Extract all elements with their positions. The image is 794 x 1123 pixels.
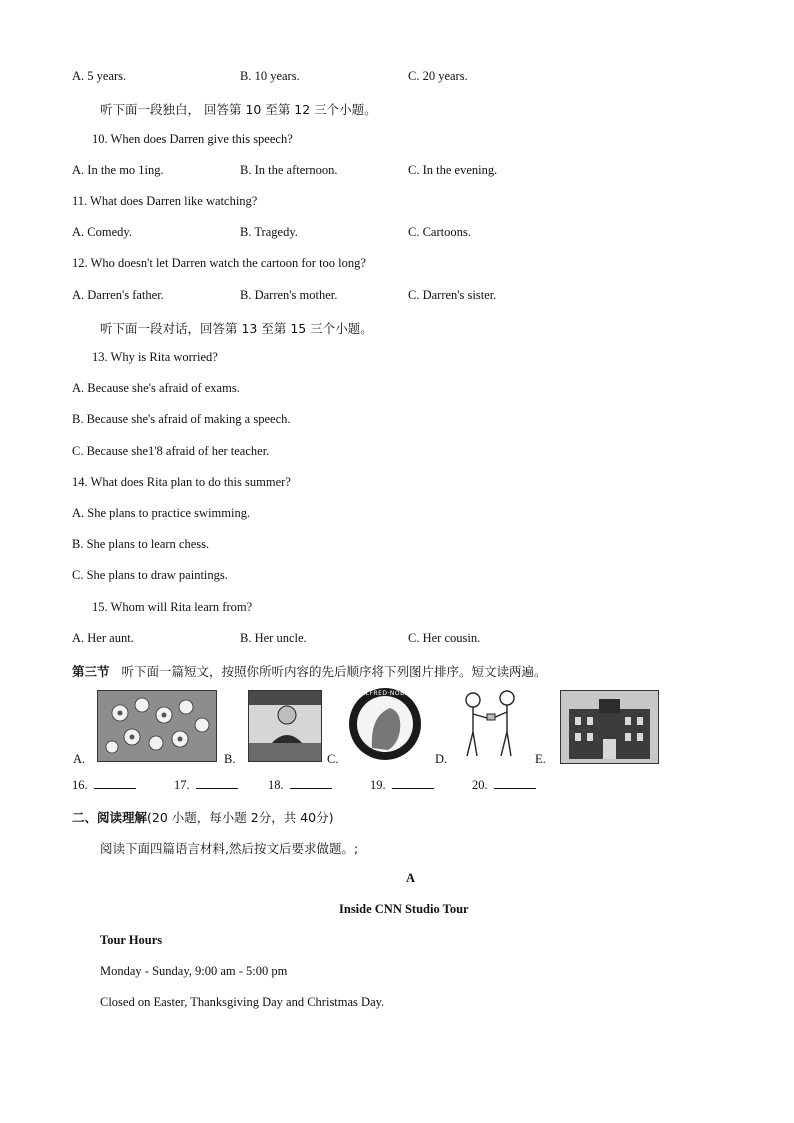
part2-text: (20 小题，每小题 2分，共 40分) — [147, 810, 334, 825]
picture-b-label: B. — [224, 752, 236, 766]
tour-hours-days: Monday - Sunday, 9:00 am - 5:00 pm — [100, 964, 288, 978]
q14-option-c: C. She plans to draw paintings. — [72, 568, 228, 582]
blank-number: 20. — [472, 778, 488, 792]
section3-text: 听下面一篇短文，按照你所听内容的先后顺序将下列图片排序。短文读两遍。 — [121, 664, 547, 679]
medal-inscription: ALFRED·NOBEL — [361, 690, 413, 697]
q12-option-a: A. Darren's father. — [72, 288, 164, 302]
picture-b-man-at-desk — [248, 690, 322, 762]
tour-hours-heading: Tour Hours — [100, 933, 163, 947]
section3-label: 第三节 — [72, 664, 110, 679]
dialog-instruction: 听下面一段对话，回答第 13 至第 15 三个小题。 — [100, 321, 373, 336]
q12-question: 12. Who doesn't let Darren watch the cartoon for too long? — [72, 256, 366, 270]
q13-option-b: B. Because she's afraid of making a speech. — [72, 412, 291, 426]
part2-instruction: 阅读下面四篇语言材料,然后按文后要求做题。; — [100, 841, 359, 856]
people-image — [455, 688, 525, 760]
answer-blank-19[interactable] — [370, 777, 434, 793]
q11-question: 11. What does Darren like watching? — [72, 194, 258, 208]
picture-d-two-people — [455, 688, 525, 760]
q13-option-c: C. Because she1'8 afraid of her teacher. — [72, 444, 270, 458]
medal-image — [344, 686, 426, 762]
picture-a-flowers — [97, 690, 217, 762]
q12-option-b: B. Darren's mother. — [240, 288, 338, 302]
q11-option-c: C. Cartoons. — [408, 225, 471, 239]
tour-hours-closed: Closed on Easter, Thanksgiving Day and Christmas Day. — [100, 995, 385, 1009]
picture-d-label: D. — [435, 752, 448, 766]
q15-option-b: B. Her uncle. — [240, 631, 307, 645]
q10-question: 10. When does Darren give this speech? — [92, 132, 293, 146]
blank-number: 16. — [72, 778, 88, 792]
q9-option-c: C. 20 years. — [408, 69, 468, 83]
q15-option-c: C. Her cousin. — [408, 631, 481, 645]
q14-option-b: B. She plans to learn chess. — [72, 537, 210, 551]
answer-blank-17[interactable] — [174, 777, 238, 793]
passage-title: Inside CNN Studio Tour — [339, 902, 469, 916]
q15-question: 15. Whom will Rita learn from? — [92, 600, 253, 614]
part2-label: 二、阅读理解 — [72, 810, 148, 825]
q14-option-a: A. She plans to practice swimming. — [72, 506, 251, 520]
q11-option-a: A. Comedy. — [72, 225, 132, 239]
picture-e-building — [560, 690, 659, 764]
blank-line[interactable] — [290, 777, 332, 789]
q13-question: 13. Why is Rita worried? — [92, 350, 218, 364]
blank-number: 19. — [370, 778, 386, 792]
q13-option-a: A. Because she's afraid of exams. — [72, 381, 240, 395]
q9-option-b: B. 10 years. — [240, 69, 300, 83]
picture-a-label: A. — [73, 752, 86, 766]
q10-option-c: C. In the evening. — [408, 163, 498, 177]
blank-line[interactable] — [196, 777, 238, 789]
q14-question: 14. What does Rita plan to do this summer? — [72, 475, 291, 489]
q10-option-b: B. In the afternoon. — [240, 163, 338, 177]
answer-blank-18[interactable] — [268, 777, 332, 793]
blank-number: 17. — [174, 778, 190, 792]
part2-heading — [72, 808, 333, 826]
building-image — [561, 691, 658, 763]
answer-blank-20[interactable] — [472, 777, 536, 793]
flowers-image — [98, 691, 216, 761]
passage-letter: A — [406, 871, 416, 885]
monologue-instruction: 听下面一段独白， 回答第 10 至第 12 三个小题。 — [100, 102, 377, 117]
q12-option-c: C. Darren's sister. — [408, 288, 497, 302]
q9-option-a: A. 5 years. — [72, 69, 127, 83]
q10-option-a: A. In the mo 1ing. — [72, 163, 164, 177]
blank-line[interactable] — [494, 777, 536, 789]
picture-c-label: C. — [327, 752, 339, 766]
blank-line[interactable] — [94, 777, 136, 789]
man-image — [249, 691, 321, 761]
blank-line[interactable] — [392, 777, 434, 789]
section3-heading — [72, 662, 547, 680]
picture-e-label: E. — [535, 752, 546, 766]
q15-option-a: A. Her aunt. — [72, 631, 134, 645]
answer-blank-16[interactable] — [72, 777, 136, 793]
picture-c-nobel-medal — [344, 686, 426, 762]
q11-option-b: B. Tragedy. — [240, 225, 298, 239]
blank-number: 18. — [268, 778, 284, 792]
